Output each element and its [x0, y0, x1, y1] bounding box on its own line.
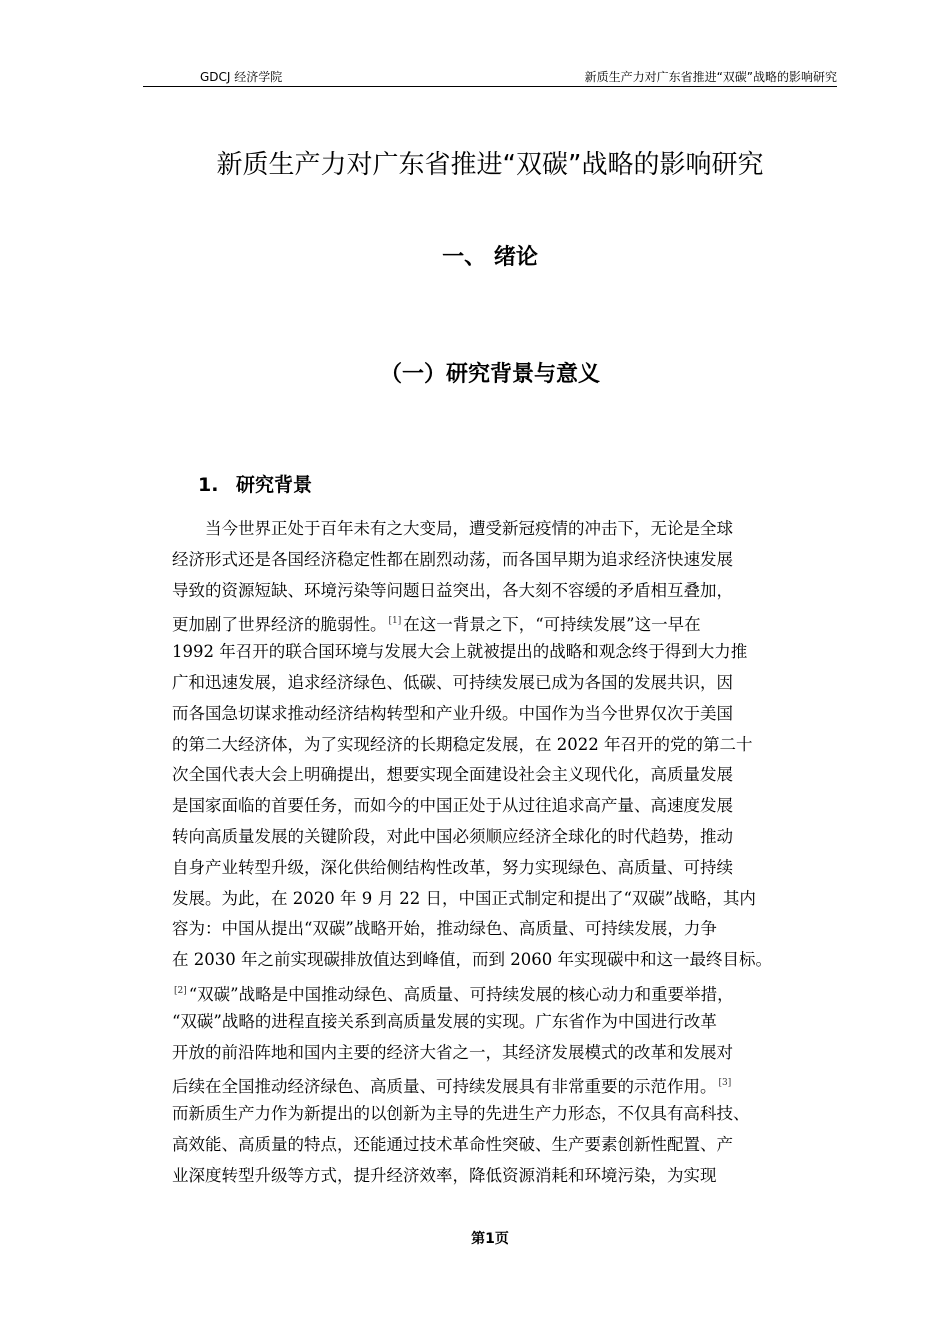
text-line: 是国家面临的首要任务，而如今的中国正处于从过往追求高产量、高速度发展: [172, 796, 733, 816]
paper-title: 新质生产力对广东省推进“双碳”战略的影响研究: [216, 150, 764, 180]
citation-ref-2[interactable]: [2]: [174, 985, 187, 996]
text-line: 经济形式还是各国经济稳定性都在剧烈动荡，而各国早期为追求经济快速发展: [172, 549, 733, 569]
header-running-title: 新质生产力对广东省推进“双碳”战略的影响研究: [584, 70, 837, 84]
citation-ref-3[interactable]: [3]: [718, 1078, 732, 1089]
text-line: 而新质生产力作为新提出的以创新为主导的先进生产力形态，不仅具有高科技、: [172, 1104, 750, 1124]
subsection-heading: （一）研究背景与意义: [379, 362, 600, 387]
text-line: 发展。为此，在 2020 年 9 月 22 日，中国正式制定和提出了“双碳”战略，其内: [172, 888, 756, 908]
item-number: 1.: [198, 474, 219, 496]
text-line: 容为：中国从提出“双碳”战略开始，推动绿色、高质量、可持续发展，力争: [172, 919, 717, 939]
text-line: 而各国急切谋求推动经济结构转型和产业升级。中国作为当今世界仅次于美国: [172, 703, 733, 723]
citation-ref-1[interactable]: [1]: [388, 616, 402, 627]
text-line: 次全国代表大会上明确提出，想要实现全面建设社会主义现代化，高质量发展: [172, 765, 733, 785]
text-line: 业深度转型升级等方式，提升经济效率，降低资源消耗和环境污染，为实现: [172, 1165, 717, 1185]
body-paragraph: [172, 514, 852, 1192]
section-heading: 一、 绪论: [442, 245, 538, 270]
text-line: 转向高质量发展的关键阶段，对此中国必须顺应经济全球化的时代趋势，推动: [172, 826, 733, 846]
text-line: 开放的前沿阵地和国内主要的经济大省之一，其经济发展模式的改革和发展对: [172, 1042, 733, 1062]
page-number: 第1页: [471, 1231, 509, 1247]
header-institution: GDCJ 经济学院: [200, 70, 283, 84]
text-line: [172, 1068, 852, 1099]
text-line: 的第二大经济体，为了实现经济的长期稳定发展，在 2022 年召开的党的第二十: [172, 734, 753, 754]
text-line: 导致的资源短缺、环境污染等问题日益突出，各大刻不容缓的矛盾相互叠加，: [172, 580, 733, 600]
text-line: 当今世界正处于百年未有之大变局，遭受新冠疫情的冲击下，无论是全球: [205, 519, 733, 538]
text-segment: 在这一背景之下，“可持续发展”这一早在: [403, 615, 701, 635]
text-line: 在 2030 年之前实现碳排放值达到峰值，而到 2060 年实现碳中和这一最终目标。: [172, 950, 772, 970]
text-segment: 后续在全国推动经济绿色、高质量、可持续发展具有非常重要的示范作用。: [172, 1077, 717, 1097]
text-segment: 更加剧了世界经济的脆弱性。: [172, 615, 387, 635]
text-segment: “双碳”战略是中国推动绿色、高质量、可持续发展的核心动力和重要举措，: [188, 984, 734, 1004]
page-header: [143, 66, 837, 87]
text-line: 1992 年召开的联合国环境与发展大会上就被提出的战略和观念终于得到大力推: [172, 642, 748, 662]
text-line: 高效能、高质量的特点，还能通过技术革命性突破、生产要素创新性配置、产: [172, 1134, 733, 1154]
item-heading: [198, 471, 312, 499]
text-line: 广和迅速发展，追求经济绿色、低碳、可持续发展已成为各国的发展共识，因: [172, 672, 733, 692]
item-title: 研究背景: [236, 474, 313, 496]
text-line: “双碳”战略的进程直接关系到高质量发展的实现。广东省作为中国进行改革: [172, 1011, 717, 1031]
text-line: 自身产业转型升级，深化供给侧结构性改革，努力实现绿色、高质量、可持续: [172, 857, 733, 877]
text-line: [172, 606, 852, 637]
text-line: [172, 976, 852, 1007]
